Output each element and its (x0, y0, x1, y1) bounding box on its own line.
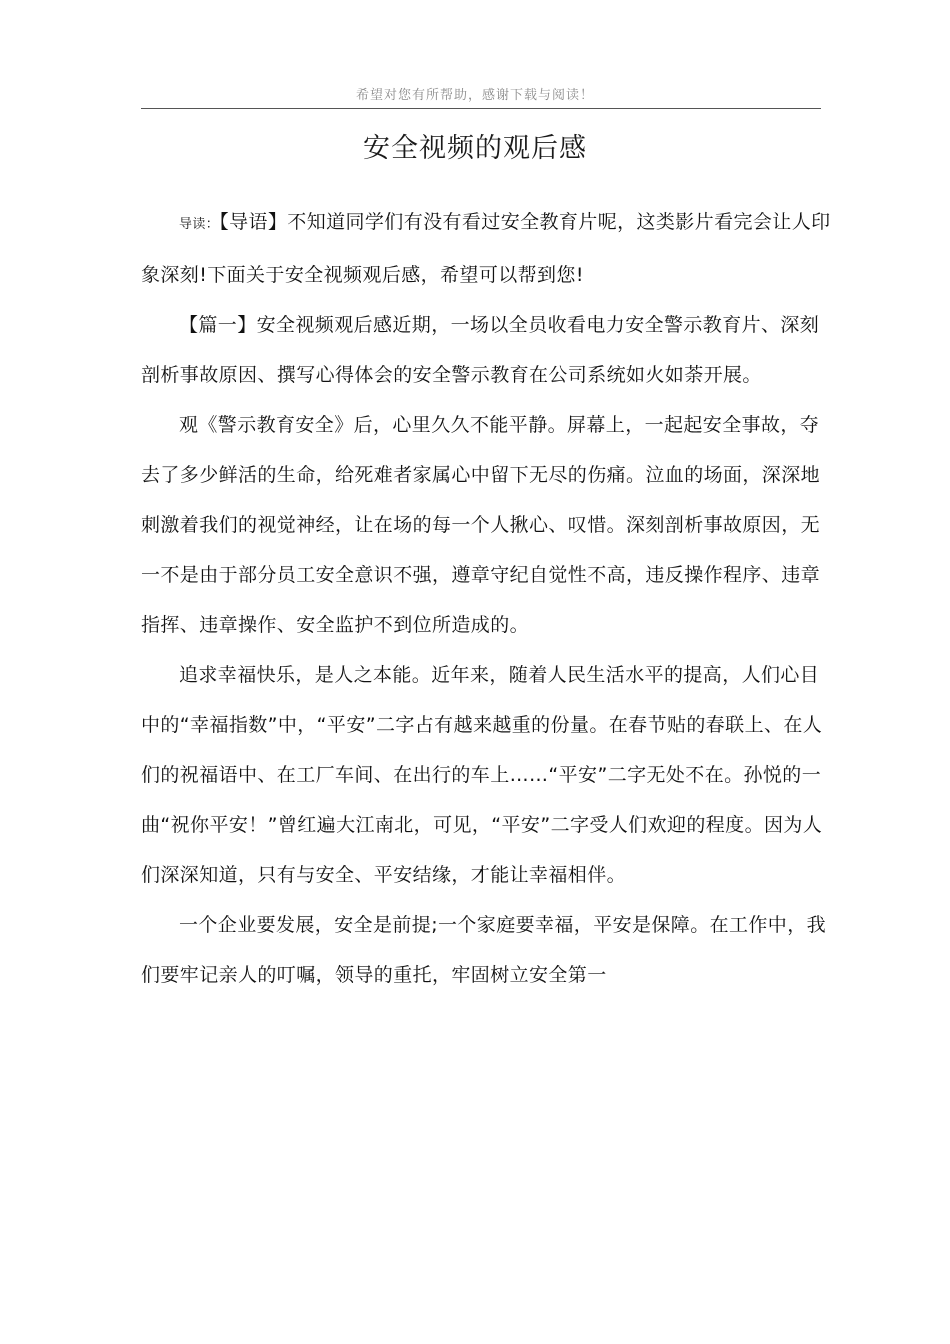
lead-label: 导读： (179, 217, 220, 232)
lead-paragraph (141, 197, 831, 300)
body-paragraph-3: 追求幸福快乐，是人之本能。近年来，随着人民生活水平的提高，人们心目中的“幸福指数”中，“平安”二字占有越来越重的份量。在春节贴的春联上、在人们的祝福语中、在工厂车间、在出行的车上……“平安”二字无处不在。孙悦的一曲“祝你平安！”曾红遍大江南北，可见，“平安”二字受人们欢迎的程度。因为人们深深知道，只有与安全、平安结缘，才能让幸福相伴。 (141, 664, 823, 886)
body-paragraph-2: 观《警示教育安全》后，心里久久不能平静。屏幕上，一起起安全事故，夺去了多少鲜活的生命，给死难者家属心中留下无尽的伤痛。泣血的场面，深深地刺激着我们的视觉神经，让在场的每一个人揪心、叹惜。深刻剖析事故原因，无一不是由于部分员工安全意识不强，遵章守纪自觉性不高，违反操作程序、违章指挥、违章操作、安全监护不到位所造成的。 (141, 414, 821, 636)
document-title: 安全视频的观后感 (363, 133, 587, 164)
header-note: 希望对您有所帮助，感谢下载与阅读！ (355, 88, 594, 103)
body-paragraph-1: 【篇一】安全视频观后感近期，一场以全员收看电力安全警示教育片、深刻剖析事故原因、撰写心得体会的安全警示教育在公司系统如火如荼开展。 (141, 314, 820, 386)
body-paragraph-4: 一个企业要发展，安全是前提;一个家庭要幸福，平安是保障。在工作中，我们要牢记亲人的叮嘱，领导的重托，牢固树立安全第一 (141, 914, 827, 986)
document-body (141, 197, 831, 1000)
header-divider (141, 108, 821, 109)
lead-text: 【导语】不知道同学们有没有看过安全教育片呢，这类影片看完会让人印象深刻!下面关于安全视频观后感，希望可以帮到您! (141, 211, 831, 286)
